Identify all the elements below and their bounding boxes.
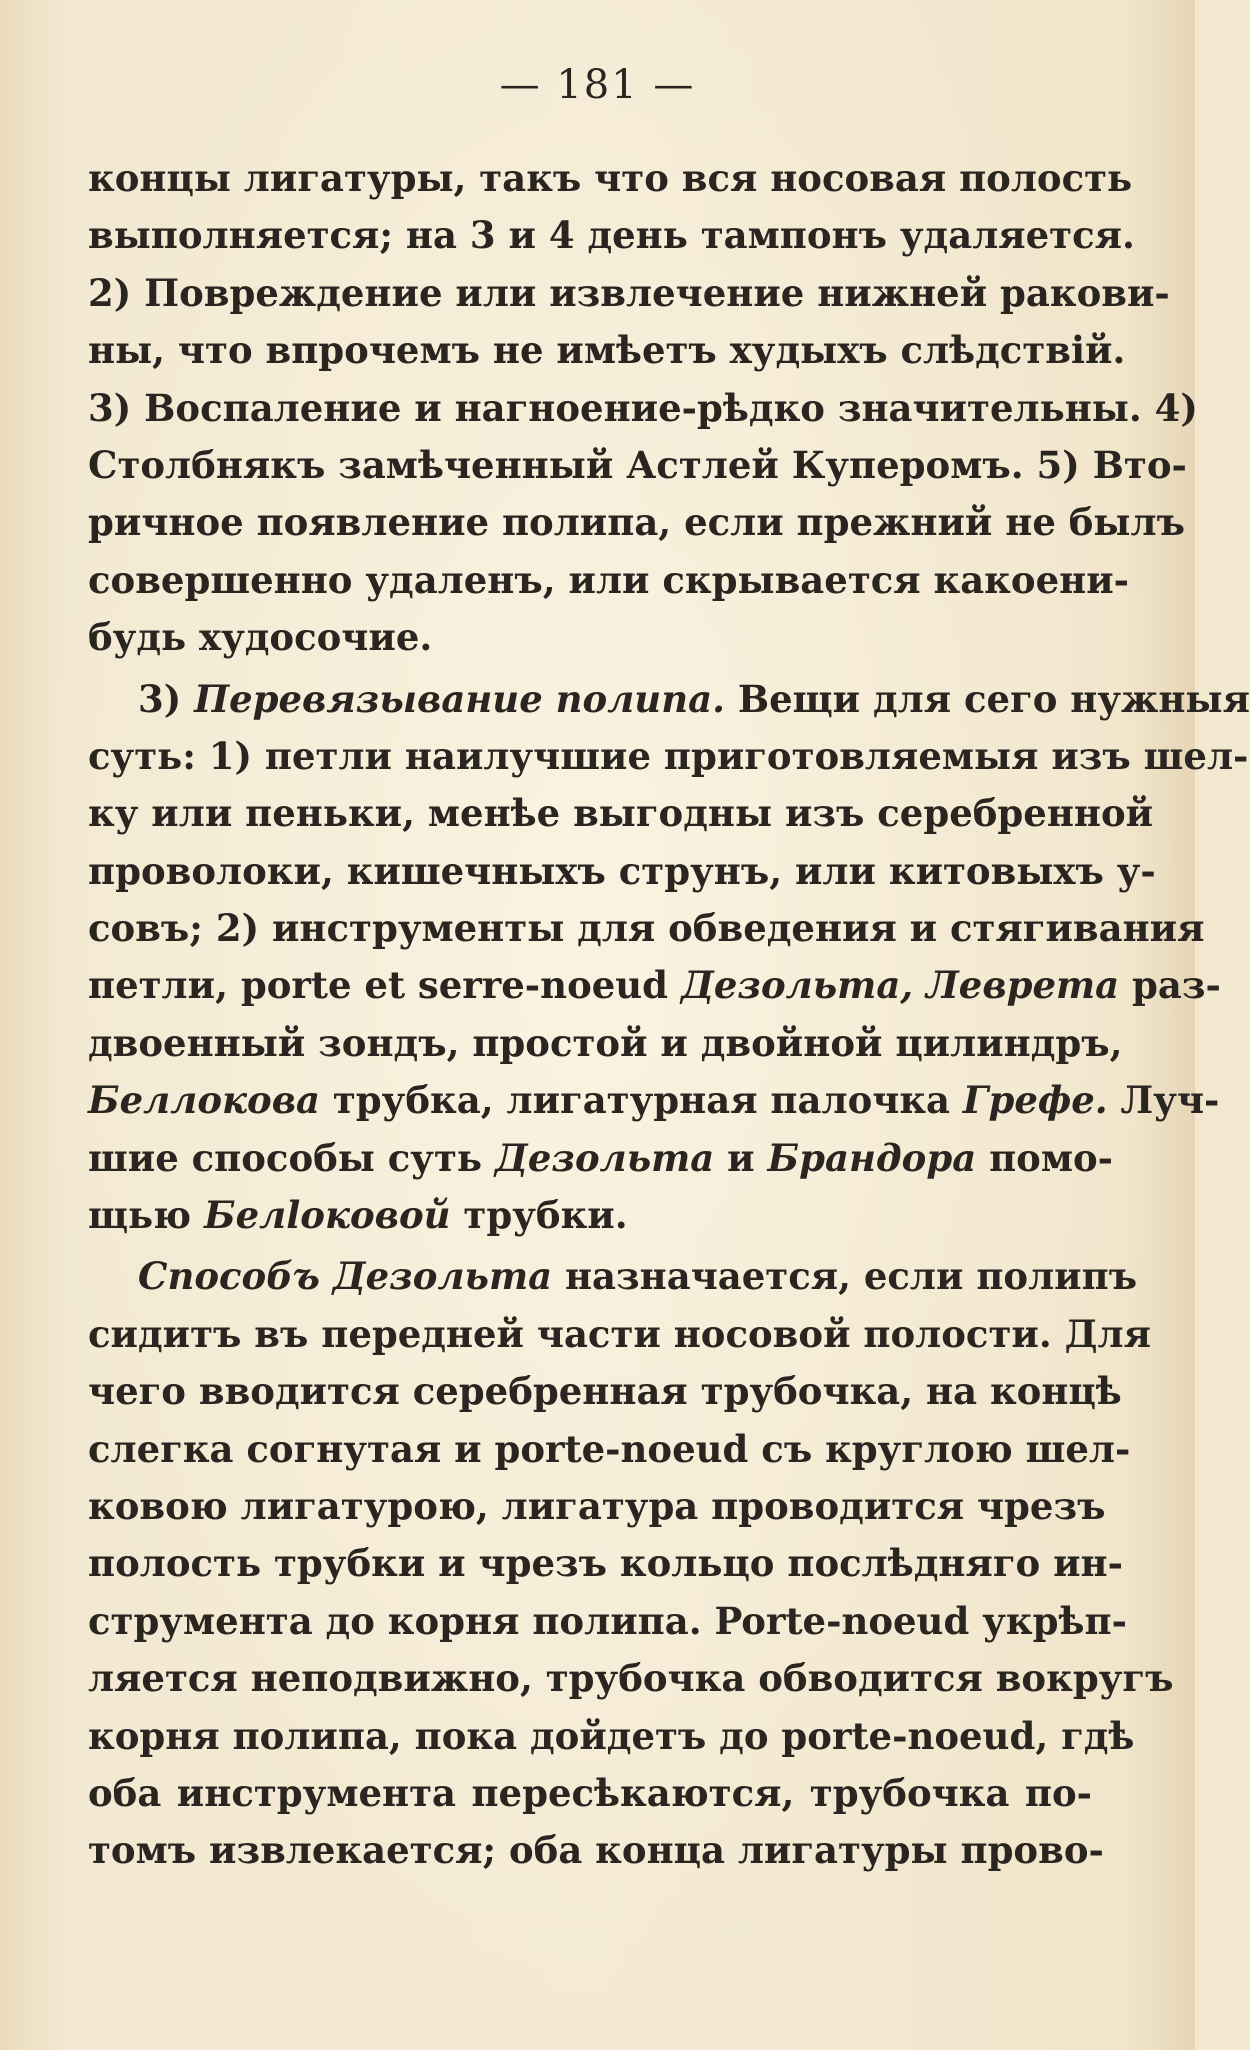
text-line: Столбнякъ замѣченный Астлей Куперомъ. 5) Вто- (88, 442, 1187, 487)
author-name: Белloковой (203, 1193, 451, 1238)
text-line: 3) Воспаление и нагноение-рѣдко значительны. 4) (88, 385, 1198, 430)
text-line: слегка согнутая и porte-noeud съ круглою шел- (88, 1426, 1131, 1471)
text-line: корня полипа, пока дойдетъ до porte-noeud, гдѣ (88, 1713, 1135, 1758)
text-line: проволоки, кишечныхъ струнъ, или китовыхъ у- (88, 848, 1156, 893)
text-run: и (714, 1135, 768, 1180)
text-line: ковою лигатурою, лигатура проводится чрезъ (88, 1483, 1106, 1528)
text-line: выполняется; на 3 и 4 день тампонъ удаляется. (88, 213, 1135, 258)
text-run: трубки. (450, 1193, 628, 1238)
text-line: ричное появление полипа, если прежний не былъ (88, 500, 1185, 545)
page-number: — 181 — (499, 62, 696, 108)
author-name: Дезольта (494, 1135, 715, 1180)
text-run: петли, porte et serre-noeud (88, 963, 681, 1008)
text-line: сидитъ въ передней части носовой полости. Для (88, 1311, 1151, 1356)
author-name: Брандора (767, 1135, 977, 1180)
text-run: Луч- (1107, 1078, 1220, 1123)
text-line: ны, что впрочемъ не имѣетъ худыхъ слѣдствій. (88, 328, 1126, 373)
text-line: суть: 1) петли наилучшие приготовляемыя изъ шел- (88, 733, 1249, 778)
text-line (88, 1248, 1138, 1305)
text-line: томъ извлекается; оба конца лигатуры прово- (88, 1828, 1104, 1873)
text-line (88, 957, 1221, 1014)
text-line: будь худосочие. (88, 615, 433, 660)
text-line: концы лигатуры, такъ что вся носовая полость (88, 156, 1133, 200)
text-run: Вещи для сего нужныя (724, 676, 1250, 721)
text-line (88, 1187, 1092, 1244)
text-run: раз- (1119, 963, 1221, 1008)
page-body (88, 150, 1250, 1880)
text-line (88, 671, 1250, 728)
text-run: помо- (976, 1135, 1114, 1180)
author-name: Грефе. (962, 1078, 1108, 1123)
text-line: чего вводится серебренная трубочка, на концѣ (88, 1369, 1122, 1414)
text-line: совершенно удаленъ, или скрывается какоени- (88, 557, 1130, 602)
text-run: трубка, лигатурная палочка (320, 1078, 963, 1123)
text-run: шие способы суть (88, 1135, 495, 1180)
text-line: струмента до корня полипа. Porte-noeud укрѣп- (88, 1598, 1127, 1643)
text-line: 2) Повреждение или извлечение нижней ракови- (88, 270, 1170, 315)
section-title: Способъ Дезольта (138, 1254, 553, 1299)
text-line: совъ; 2) инструменты для обведения и стягивания (88, 906, 1205, 951)
text-line (88, 1130, 1114, 1187)
text-line: полость трубки и чрезъ кольцо послѣдняго ин- (88, 1541, 1123, 1586)
text-line: ку или пеньки, менѣе выгодны изъ серебренной (88, 791, 1154, 836)
text-line (88, 1072, 1220, 1129)
text-run: назначается, если полипъ (552, 1254, 1138, 1299)
section-number: 3) (138, 676, 195, 721)
section-title: Перевязывание полипа. (194, 676, 725, 721)
author-name: Дезольта, Леврета (680, 963, 1120, 1008)
text-line: двоенный зондъ, простой и двойной цилиндръ, (88, 1020, 1123, 1065)
text-run: щью (88, 1193, 204, 1238)
text-line: ляется неподвижно, трубочка обводится вокругъ (88, 1656, 1174, 1701)
text-line: оба инструмента пересѣкаются, трубочка по- (88, 1770, 1092, 1815)
author-name: Беллокова (88, 1078, 320, 1123)
